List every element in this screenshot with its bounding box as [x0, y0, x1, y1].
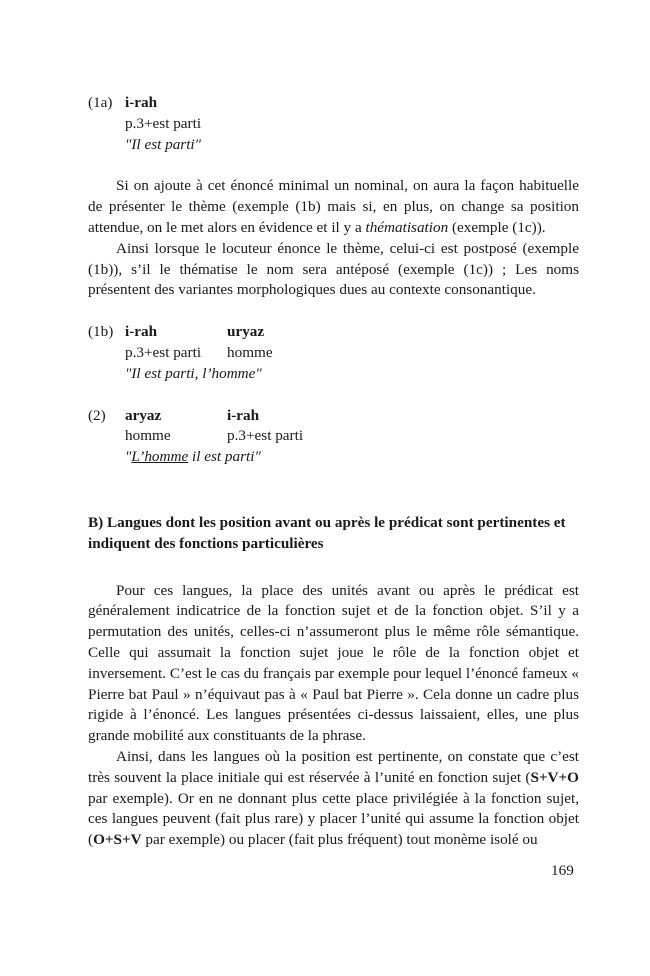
example-gloss: p.3+est parti: [125, 343, 202, 361]
example-1b: [88, 322, 579, 384]
example-form: aryaz: [125, 406, 162, 424]
example-number: (1b): [88, 323, 114, 341]
paragraph: Ainsi, dans les langues où la position est pertinente, on constate que c’est très souvent la place initiale qui est réservée à l’unité en fonction sujet (S+V+O par exemple). Or en ne donnant plus cette place privilégiée à la fonction sujet, ces langues peuvent (fait plus rare) y placer l’unité qui assume la fonction objet (O+S+V par exemple) ou placer (fait plus fréquent) tout monème isolé ou: [88, 747, 579, 849]
example-number: (2): [88, 406, 106, 424]
page-number: 169: [551, 862, 574, 879]
example-gloss: homme: [227, 343, 273, 361]
example-form: i-rah: [125, 94, 158, 111]
paragraph: Ainsi lorsque le locuteur énonce le thème, celui-ci est postposé (exemple (1b)), s’il le thématise le nom sera antéposé (exemple (1c)) ; Les noms présentent des variantes morphologiques dues au contexte consonantique.: [88, 239, 579, 299]
example-translation: "Il est parti": [125, 135, 202, 153]
section-heading: B) Langues dont les position avant ou après le prédicat sont pertinentes et indiquent des fonctions particulières: [88, 513, 566, 552]
example-translation: "Il est parti, l’homme": [125, 364, 262, 382]
page-content: [88, 93, 579, 851]
example-1a: [88, 93, 579, 155]
paragraph: Si on ajoute à cet énoncé minimal un nominal, on aura la façon habituelle de présenter le thème (exemple (1b) mais si, en plus, on change sa position attendue, on le met alors en évidence et il y a thématisation (exemple (1c)).: [88, 177, 579, 236]
example-form: uryaz: [227, 323, 265, 341]
example-number: (1a): [88, 94, 113, 111]
example-gloss: homme: [125, 427, 171, 445]
example-form: i-rah: [227, 406, 260, 424]
example-form: i-rah: [125, 323, 158, 341]
example-translation: "L’homme il est parti": [125, 448, 261, 466]
example-2: [88, 406, 579, 468]
example-gloss: p.3+est parti: [227, 427, 304, 445]
example-gloss: p.3+est parti: [125, 114, 202, 132]
paragraph: Pour ces langues, la place des unités avant ou après le prédicat est généralement indicatrice de la fonction sujet et de la fonction objet. S’il y a permutation des unités, celles-ci n’assumeront plus le même rôle sémantique. Celle qui assumait la fonction sujet joue le rôle de la fonction objet et inversement. C’est le cas du français par exemple pour lequel l’énoncé fameux « Pierre bat Paul » n’équivaut pas à « Paul bat Pierre ». Cela donne un cadre plus rigide à l’énoncé. Les langues présentées ci-dessus laissaient, elles, une plus grande mobilité aux constituants de la phrase.: [88, 581, 579, 745]
